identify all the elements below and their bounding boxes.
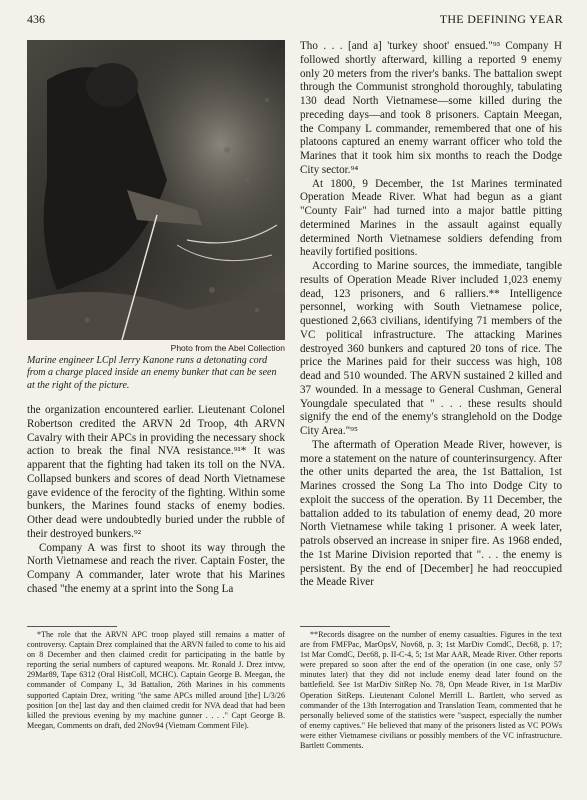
footnote-text: **Records disagree on the number of enemy casualties. Figures in the text are from FMFPac, MarOpsV, Nov68, p. 3; 1st MarDiv ComdC, Dec68, p. 17; 1st Mar ComdC, Dec68, p. II-C-4, 5; 1st Mar AAR, Meade River. Other reports were prepared so soon after the end of the operation (in one case, only 57 minutes later) that they did not include enemy dead later found on the battlefield. See 1st MarDiv SitRep No. 78, Opn Meade River, in 1st MarDiv Operation SitReps. Lieutenant Colonel Merrill L. Bartlett, who served as commander of the 13th Interrogation and Translation Team, commented that he personally believed some of the statistics were "suspect, especially the number of enemy captives." He believed that many of the prisoners listed as VC POWs were either Vietnamese civilians or possibly members of the VC infrastructure. Bartlett Comments. — [300, 630, 562, 751]
right-footnote — [300, 630, 562, 751]
left-footnote — [27, 630, 285, 731]
page-header — [27, 12, 563, 30]
left-paragraph: the organization encountered earlier. Lieutenant Colonel Robertson credited the ARVN 2d Troop, 4th ARVN Cavalry with their APCs in providing the necessary shock action to break the final NVA resistance.⁹¹* It was apparent that the fighting had taken its toll on the NVA. Collapsed bunkers and scores of dead North Vietnamese gave evidence of the ferocity of the fighting. Within some bunkers, the Marines found stacks of enemy bodies. Other dead were undoubtedly buried under the rubble of their destroyed bunkers.⁹² — [27, 404, 285, 540]
photo-credit: Photo from the Abel Collection — [170, 343, 285, 353]
right-paragraph: The aftermath of Operation Meade River, however, is more a statement on the nature of counterinsurgency. After the other units departed the area, the 1st Battalion, 1st Marines crossed the Song La Tho into Dodge City to exploit the success of the operation. By 11 December, the battalion added to its tabulation of enemy dead, 20 more North Vietnamese while taking 1 prisoner. A week later, patrols observed an increase in sniper fire. As 1968 ended, the 1st Marine Division reported that ". . . the enemy is persistent. By the end of [December] he had reoccupied the Meade River — [300, 438, 562, 589]
left-paragraph: Company A was first to shoot its way through the North Vietnamese and reach the river. Captain Foster, the Company A commander, later wrote that his Marines chased "the enemy at a sprint into the Song La — [27, 541, 285, 595]
page-number: 436 — [27, 12, 45, 26]
footnote-rule — [27, 626, 117, 627]
right-paragraph: According to Marine sources, the immediate, tangible results of Operation Meade River included 1,023 enemy dead, 123 prisoners, and 6 ralliers.** Intelligence personnel, working with South Vietnamese police, questioned 2,663 civilians, identifying 71 members of the VC political infrastructure. The attacking Marines destroyed 360 bunkers and captured 20 tons of rice. The price the Marines paid for their success was high, 108 dead and 510 wounded. The ARVN sustained 2 killed and 37 wounded. In a message to General Cushman, General Youngdale speculated that " . . . these results should signify the end of the enemy's stranglehold on the Dodge City Area."⁹⁵ — [300, 260, 562, 437]
left-column-body — [27, 404, 285, 597]
photo — [27, 40, 285, 340]
right-paragraph: Tho . . . [and a] 'turkey shoot' ensued."⁹³ Company H followed shortly afterward, killing a reported 9 enemy only 20 meters from the river's banks. The battalion swept through the Communist stronghold thoroughly, tabulating 130 dead North Vietnamese—some killed during the preceding days—and took 8 prisoners. Captain Meegan, the Company L commander, remembered that one of his platoons captured an enemy warrant officer who told the Marines that it took him six months to reach the Dodge City sector.⁹⁴ — [300, 40, 562, 176]
footnote-text: *The role that the ARVN APC troop played still remains a matter of controversy. Captain Drez complained that the ARVN failed to come to his aid on 8 December and then claimed credit for participating in the battle by reporting the serial numbers of captured weapons. Mr. Ronald J. Drez intvw, 29Mar89, Tape 6312 (Oral HistColl, MCHC). Captain George B. Meegan, the commander of Company L, 3d Battalion, 26th Marines in his comments supported Captain Drez, writing "the same APCs milled around [the] L/3/26 position [on the] last day and then claimed credit for NVA dead that had been killed the previous evening by my machine gunner . . . ." Capt George B. Meegan, Comments on draft, ded 2Nov94 (Vietnam Comment File). — [27, 630, 285, 730]
footnote-rule — [300, 626, 390, 627]
photo-image — [27, 40, 285, 340]
running-head: THE DEFINING YEAR — [439, 12, 563, 26]
right-column-body — [300, 40, 562, 590]
photo-caption: Marine engineer LCpl Jerry Kanone runs a detonating cord from a charge placed inside an enemy bunker that can be seen at the right of the picture. — [27, 355, 277, 391]
right-paragraph: At 1800, 9 December, the 1st Marines terminated Operation Meade River. What had begun as a giant "County Fair" had turned into a major battle pitting determined Marines in the assault against equally determined North Vietnamese soldiers defending from heavily fortified positions. — [300, 177, 562, 259]
